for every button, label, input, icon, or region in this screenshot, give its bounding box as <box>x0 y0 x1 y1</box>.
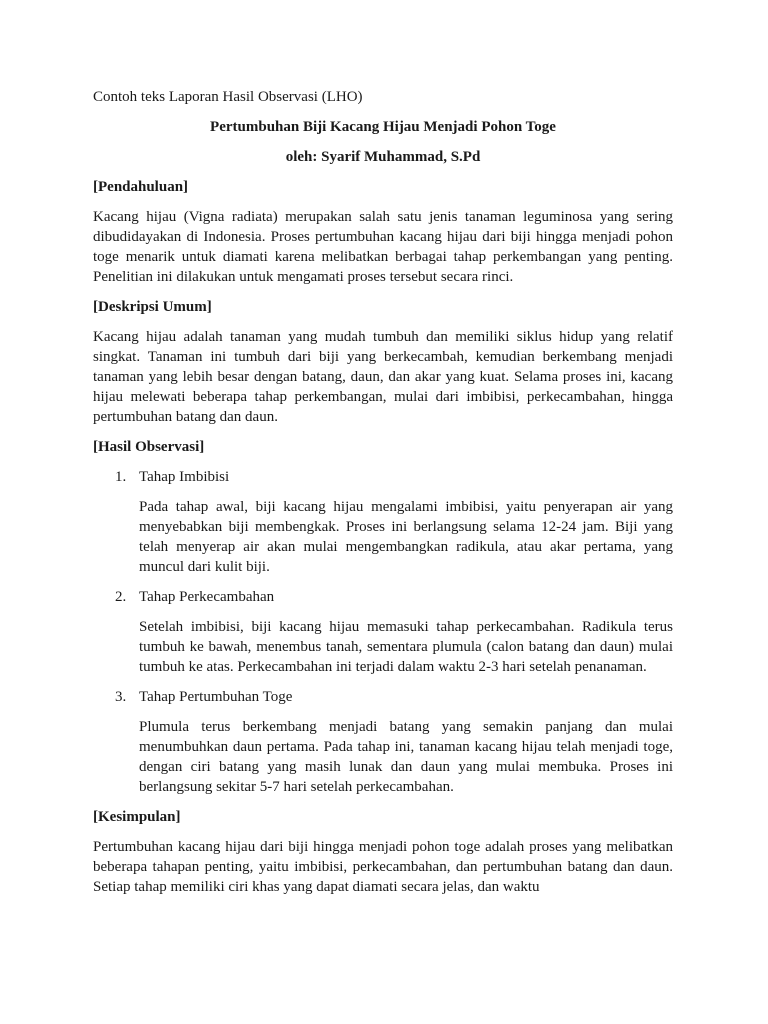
observation-item <box>93 467 673 577</box>
section-heading-kesimpulan: [Kesimpulan] <box>93 809 181 825</box>
paragraph-kesimpulan: Pertumbuhan kacang hijau dari biji hingga menjadi pohon toge adalah proses yang melibatkan beberapa tahapan penting, yaitu imbibisi, perkecambahan, dan pertumbuhan batang dan daun. Setiap tahap memiliki ciri khas yang dapat diamati secara jelas, dan waktu <box>93 839 673 895</box>
document-title: Pertumbuhan Biji Kacang Hijau Menjadi Pohon Toge <box>210 119 556 135</box>
section-kesimpulan <box>93 807 673 897</box>
observation-item <box>93 687 673 797</box>
observation-number: 1. <box>115 469 127 485</box>
intro-line: Contoh teks Laporan Hasil Observasi (LHO) <box>93 89 363 105</box>
observation-number: 3. <box>115 689 127 705</box>
section-hasil-observasi <box>93 437 673 797</box>
paragraph-pendahuluan: Kacang hijau (Vigna radiata) merupakan salah satu jenis tanaman leguminosa yang sering dibudidayakan di Indonesia. Proses pertumbuhan kacang hijau dari biji hingga menjadi pohon toge menarik untuk diamati karena melibatkan berbagai tahap perkembangan yang penting. Penelitian ini dilakukan untuk mengamati proses tersebut secara rinci. <box>93 209 673 285</box>
observation-title: Tahap Pertumbuhan Toge <box>139 689 293 705</box>
paragraph-deskripsi-umum: Kacang hijau adalah tanaman yang mudah tumbuh dan memiliki siklus hidup yang relatif singkat. Tanaman ini tumbuh dari biji yang berkecambah, kemudian berkembang menjadi tanaman yang lebih besar dengan batang, daun, dan akar yang kuat. Selama proses ini, kacang hijau melewati beberapa tahap perkembangan, mulai dari imbibisi, perkecambahan, hingga pertumbuhan batang dan daun. <box>93 329 673 425</box>
observation-number: 2. <box>115 589 127 605</box>
observation-paragraph: Pada tahap awal, biji kacang hijau mengalami imbibisi, yaitu penyerapan air yang menyebabkan biji membengkak. Proses ini berlangsung selama 12-24 jam. Biji yang telah menyerap air akan mulai mengembangkan radikula, atau akar pertama, yang muncul dari kulit biji. <box>139 499 673 575</box>
section-pendahuluan <box>93 177 673 287</box>
observation-title: Tahap Imbibisi <box>139 469 230 485</box>
section-heading-deskripsi-umum: [Deskripsi Umum] <box>93 299 212 315</box>
section-deskripsi-umum <box>93 297 673 427</box>
observation-item <box>93 587 673 677</box>
observation-paragraph: Plumula terus berkembang menjadi batang yang semakin panjang dan mulai menumbuhkan daun pertama. Pada tahap ini, tanaman kacang hijau telah menjadi toge, dengan ciri batang yang masih lunak dan daun yang mulai membuka. Proses ini berlangsung sekitar 5-7 hari setelah perkecambahan. <box>139 719 673 795</box>
section-heading-pendahuluan: [Pendahuluan] <box>93 179 189 195</box>
observation-paragraph: Setelah imbibisi, biji kacang hijau memasuki tahap perkecambahan. Radikula terus tumbuh ke bawah, menembus tanah, sementara plumula (calon batang dan daun) mulai tumbuh ke atas. Perkecambahan ini terjadi dalam waktu 2-3 hari setelah penanaman. <box>139 619 673 675</box>
section-heading-hasil-observasi: [Hasil Observasi] <box>93 439 205 455</box>
observation-title: Tahap Perkecambahan <box>139 589 275 605</box>
observation-list <box>93 467 673 797</box>
document-author: oleh: Syarif Muhammad, S.Pd <box>285 149 481 165</box>
